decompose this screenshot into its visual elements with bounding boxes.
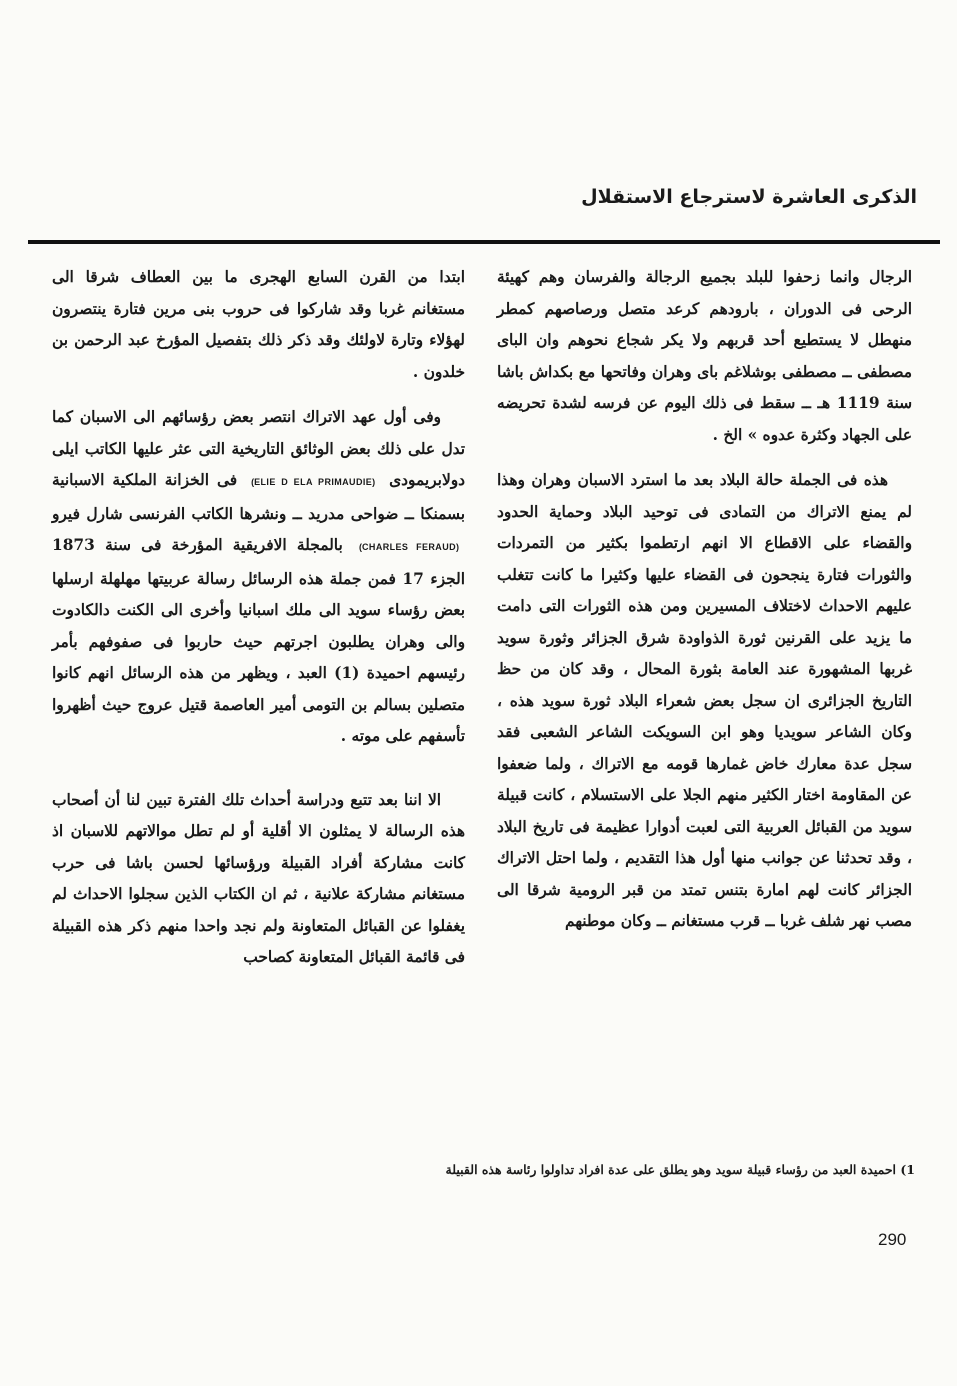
left-paragraph-2-part-1: وفى أول عهد الاتراك انتصر بعض رؤسائهم الى الاسبان كما تدل على ذلك بعض الوثائق التاريخية التى عثر عليها الكاتب ايلى دولابريمودى	[52, 408, 466, 489]
right-text-column	[497, 262, 912, 938]
left-paragraph-1: ابتدا من القرن السابع الهجرى ما بين العطاف شرقا الى مستغانم غربا وقد شاركوا فى حروب بنى مرين فتارة ينتصرون لهؤلاء وتارة لاولئك وقد ذكر ذلك بتفصيل المؤرخ عبد الرحمن بن خلدون .	[52, 268, 465, 381]
latin-name-primaudie: (ELIE D ELA PRIMAUDIE)	[251, 477, 376, 487]
left-paragraph-2-part-3: بالمجلة الافريقية المؤرخة فى سنة 1873 الجزء 17 فمن جملة هذه الرسائل رسالة عربيتها مهلهلة ارسلها بعض رؤساء سويد الى ملك اسبانيا وأخرى الى الكنت دالكادوت والى وهران يطلبون اجرتهم حيث حاربوا فى صفوفهم بأمر رئيسهم احميدة (1) العبد ، ويظهر من هذه الرسائل انهم كانوا متصلين بسالم بن التومى أمير العاصمة قتيل عروج حيث أظهروا تأسفهم على موته .	[52, 536, 465, 745]
paragraph-spacer	[52, 388, 465, 402]
header-divider	[28, 240, 940, 244]
running-header-title: الذكرى العاشرة لاسترجاع الاستقلال	[581, 186, 917, 208]
latin-name-feraud: (CHARLES FERAUD)	[359, 542, 459, 552]
page-number: 290	[878, 1230, 907, 1249]
paragraph-spacer	[497, 451, 912, 465]
paragraph-spacer	[52, 753, 465, 785]
left-text-column	[52, 262, 465, 974]
left-paragraph-2	[52, 402, 465, 753]
right-paragraph-1: الرجال وانما زحفوا للبلد بجميع الرجالة والفرسان وهم كهيئة الرحى فى الدوران ، بارودهم كرعد متصل ورصاصهم كمطر منهطل لا يستطيع أحد قربهم ولا يكر شجاع نحوهم وان الباى مصطفى ــ مصطفى بوشلاغم باى وهران وفاتحها مع بكداش باشا سنة 1119 هـ ــ سقط فى ذلك اليوم عن فرسه لشدة تحريضه على الجهاد وكثرة عدوه » الخ .	[497, 268, 912, 444]
left-paragraph-3: الا اننا بعد تتبع ودراسة أحداث تلك الفترة تبين لنا أن أصحاب هذه الرسالة لا يمثلون الا أقلية أو لم تطل موالاتهم للاسبان اذ كانت مشاركة أفراد القبيلة ورؤسائها لحسن باشا فى حرب مستغانم مشاركة علانية ، ثم ان الكتاب الذين سجلوا الاحداث لم يغفلوا عن القبائل المتعاونة ولم نجد واحدا منهم ذكر هذه القبيلة فى قائمة القبائل المتعاونة كصاحب	[52, 790, 465, 966]
right-paragraph-2: هذه فى الجملة حالة البلاد بعد ما استرد الاسبان وهران وهذا لم يمنع الاتراك من التمادى فى توحيد البلاد وحماية الحدود والقضاء على الاقطاع الا انهم ارتطموا بكثير من التمردات والثورات فتارة ينجحون فى القضاء عليها وكثيرا ما كانت تتغلب عليهم الاحداث لاختلاف المسيرين ومن هذه الثورات التى دامت ما يزيد على القرنين ثورة الذواودة شرق الجزائر وثورة سويد غربها المشهورة عند العامة بثورة المحال ، وقد كان من حظ التاريخ الجزائرى ان سجل بعض شعراء البلاد ثورة سويد هذه ، وكان الشاعر سويديا وهو ابن السويكت الشاعر الشعبى فقد سجل عدة معارك خاض غمارها قومه مع الاتراك ، ولما ضعفوا عن المقاومة اختار الكثير منهم الجلا على الاستسلام ، كانت قبيلة سويد من القبائل العربية التى لعبت أدوارا عظيمة فى تاريخ البلاد ، وقد تحدثنا عن جوانب منها أول هذا التقديم ، ولما احتل الاتراك الجزائر كانت لهم امارة بتنس تمتد من قبر الرومية شرقا الى مصب نهر شلف غربا ــ قرب مستغانم ــ وكان موطنهم	[497, 471, 912, 930]
left-paragraph-2-part-2: فى الخزانة الملكية الاسبانية بسمنكا ــ ضواحى مدريد ــ ونشرها الكاتب الفرنسى شارل فيرو	[52, 471, 465, 523]
footnote: 1) احميدة العبد من رؤساء قبيلة سويد وهو يطلق على عدة افراد تداولوا رئاسة هذه القبيلة	[445, 1162, 915, 1177]
